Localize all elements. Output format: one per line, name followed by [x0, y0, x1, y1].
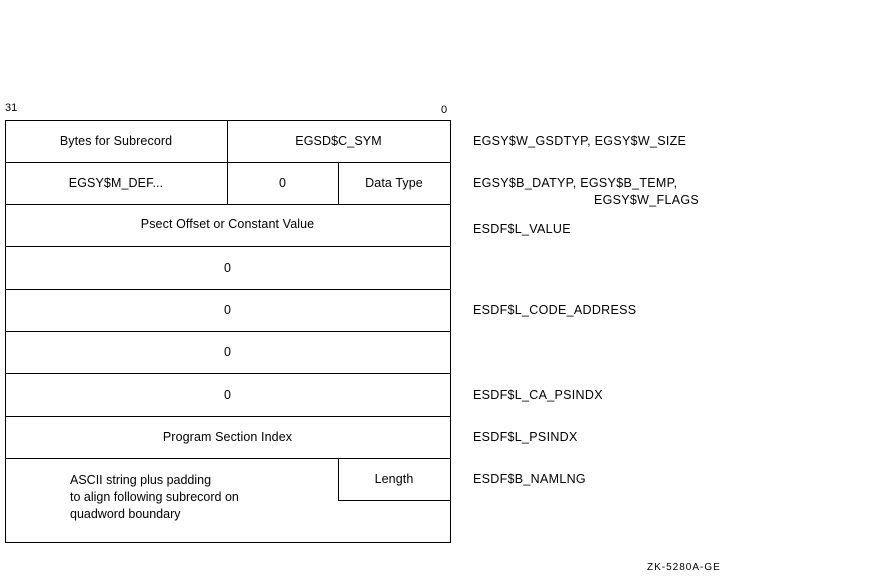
ascii-line: quadword boundary — [70, 507, 181, 521]
cell-zero: 0 — [278, 176, 287, 190]
cell-program-section-index: Program Section Index — [162, 430, 293, 444]
cell-bytes-for-subrecord: Bytes for Subrecord — [59, 134, 173, 148]
field-egsy-w-gsdtyp: EGSY$W_GSDTYP, EGSY$W_SIZE — [473, 134, 687, 148]
cell-zero: 0 — [223, 260, 232, 275]
cell-egsd-c-sym: EGSD$C_SYM — [295, 134, 382, 148]
cell-length: Length — [374, 472, 414, 486]
cell-egsy-m-def: EGSY$M_DEF... — [68, 176, 164, 190]
ascii-line: ASCII string plus padding — [70, 473, 212, 487]
cell-zero: 0 — [223, 387, 232, 402]
field-esdf-b-namlng: ESDF$B_NAMLNG — [473, 472, 586, 486]
cell-data-type: Data Type — [365, 176, 423, 190]
cell-ascii-string — [70, 472, 239, 523]
field-esdf-l-value: ESDF$L_VALUE — [473, 222, 571, 236]
field-esdf-l-code-address: ESDF$L_CODE_ADDRESS — [473, 303, 637, 317]
cell-zero: 0 — [223, 345, 232, 359]
field-esdf-l-psindx: ESDF$L_PSINDX — [473, 430, 578, 444]
field-egsy-b-datyp: EGSY$B_DATYP, EGSY$B_TEMP, — [473, 176, 678, 190]
length-cell-bottom — [338, 500, 451, 501]
cell-psect-offset: Psect Offset or Constant Value — [140, 217, 315, 231]
bit-label-31: 31 — [5, 102, 18, 114]
bit-label-0: 0 — [441, 104, 448, 116]
figure-id: ZK-5280A-GE — [647, 562, 721, 573]
ascii-line: to align following subrecord on — [70, 490, 239, 504]
cell-zero: 0 — [223, 303, 232, 317]
field-esdf-l-ca-psindx: ESDF$L_CA_PSINDX — [473, 388, 603, 402]
border-bottom — [5, 542, 451, 543]
field-egsy-w-flags: EGSY$W_FLAGS — [594, 193, 700, 207]
